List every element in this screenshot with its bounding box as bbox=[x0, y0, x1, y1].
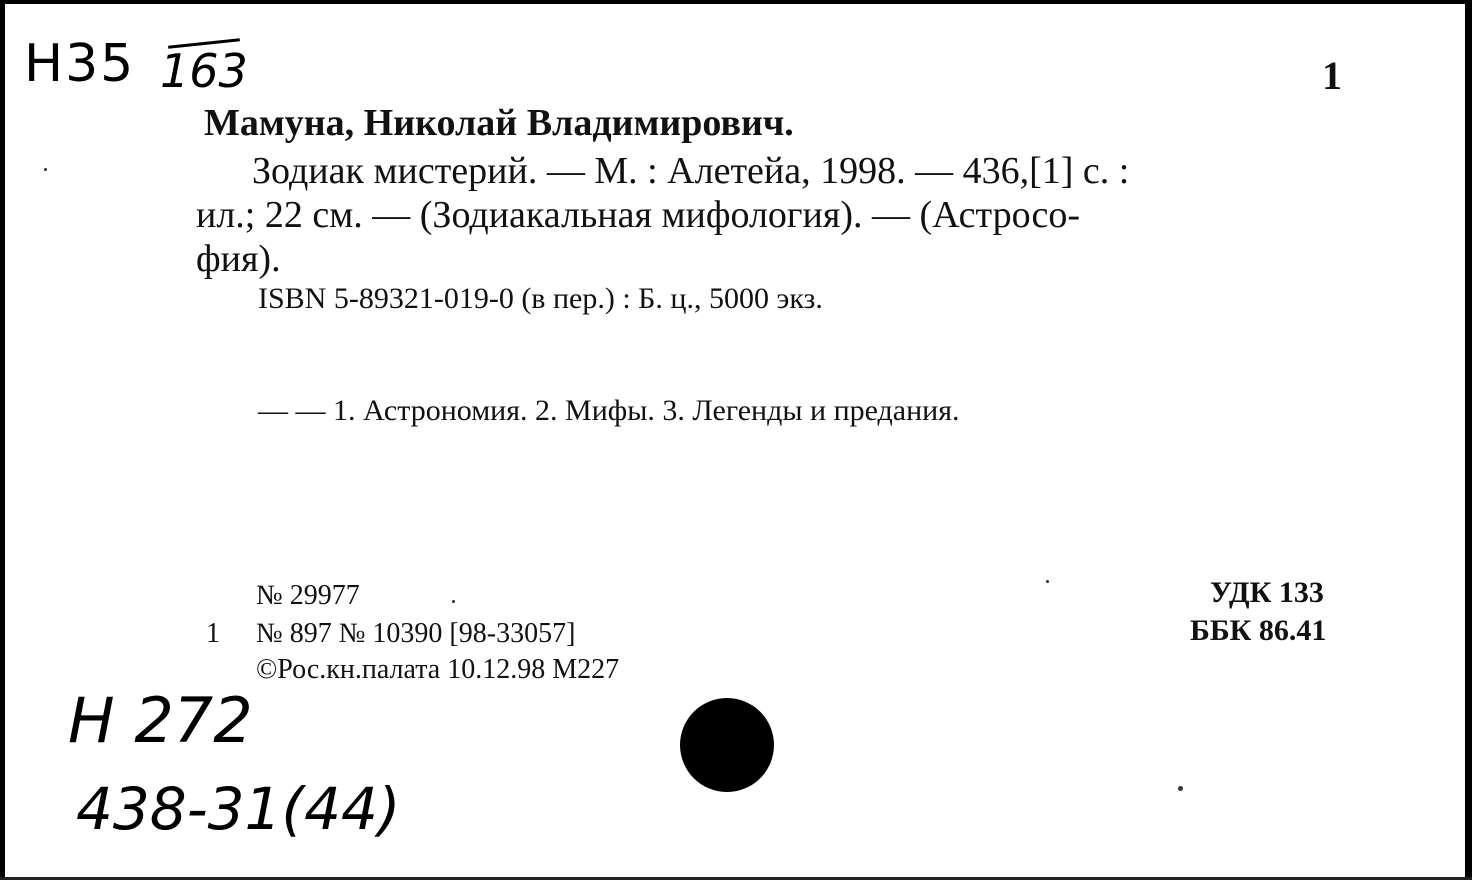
book-chamber-line: ©Рос.кн.палата 10.12.98 М227 bbox=[256, 654, 620, 685]
card-right-edge bbox=[1465, 0, 1472, 880]
card-left-edge bbox=[0, 0, 5, 880]
card-top-edge bbox=[0, 0, 1472, 4]
copies-mark: 1 bbox=[206, 618, 220, 649]
title-line-2: ил.; 22 см. — (Зодиакальная мифология). — (Астросо- bbox=[196, 194, 1081, 236]
isbn-line: ISBN 5-89321-019-0 (в пер.) : Б. ц., 5000 экз. bbox=[258, 282, 823, 315]
shelf-mark-top-number: 163 bbox=[160, 44, 248, 98]
udk-code: УДК 133 bbox=[1210, 576, 1324, 609]
ink-speck bbox=[1046, 580, 1049, 583]
ink-speck bbox=[44, 168, 47, 171]
handwritten-mark-2: 438-31(44) bbox=[76, 775, 401, 843]
ink-speck bbox=[452, 600, 455, 603]
ink-speck bbox=[1178, 786, 1183, 791]
author-heading: Мамуна, Николай Владимирович. bbox=[204, 102, 794, 144]
title-line-1: Зодиак мистерий. — М. : Алетейа, 1998. — 436,[1] с. : bbox=[252, 150, 1130, 192]
card-number: 1 bbox=[1322, 53, 1342, 98]
subjects-line: — — 1. Астрономия. 2. Мифы. 3. Легенды и предания. bbox=[258, 394, 960, 427]
title-line-3: фия). bbox=[196, 238, 281, 280]
bbk-code: ББК 86.41 bbox=[1190, 614, 1327, 647]
numbers-line: № 897 № 10390 [98-33057] bbox=[256, 618, 576, 649]
handwritten-mark-1: Н 272 bbox=[68, 684, 253, 757]
registration-number: № 29977 bbox=[256, 580, 360, 611]
punch-hole bbox=[680, 698, 774, 792]
shelf-mark-top: Н35 bbox=[24, 34, 136, 94]
